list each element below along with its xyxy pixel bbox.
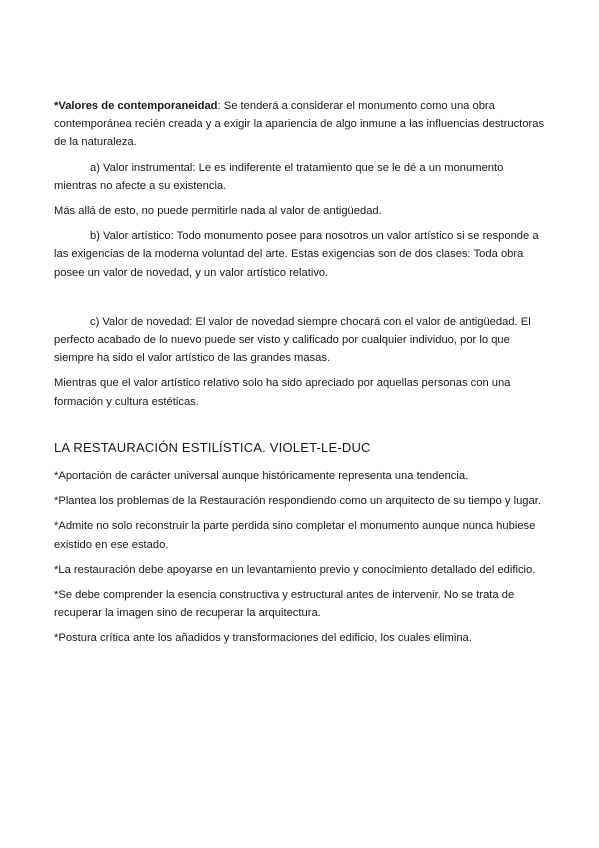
list-item: *Aportación de carácter universal aunque históricamente representa una tendencia. <box>54 470 469 483</box>
paragraph-valor-relativo: Mientras que el valor artístico relativo solo ha sido apreciado por aquellas personas con una formación y cultura estéticas. <box>54 377 511 408</box>
section-heading: LA RESTAURACIÓN ESTILÍSTICA. VIOLET-LE-DUC <box>54 439 371 455</box>
paragraph-valor-novedad: c) Valor de novedad: El valor de novedad siempre chocará con el valor de antigüedad. El perfecto acabado de lo nuevo puede ser visto y calificado por cualquier individuo, por lo que siempre ha sido el valor artístico de las grandes masas. <box>54 315 531 365</box>
paragraph-contemporaneidad <box>54 97 548 152</box>
list-item: *Plantea los problemas de la Restauración respondiendo como un arquitecto de su tiempo y lugar. <box>54 495 541 508</box>
paragraph-valor-artistico: b) Valor artístico: Todo monumento posee para nosotros un valor artístico si se responde a las exigencias de la moderna voluntad del arte. Estas exigencias son de dos clases: Toda obra posee un valor de novedad, y un valor artístico relativo. <box>54 230 539 279</box>
term-contemporaneidad: *Valores de contemporaneidad <box>54 100 218 112</box>
list-item: *La restauración debe apoyarse en un levantamiento previo y conocimiento detallado del edificio. <box>54 563 536 576</box>
paragraph-valor-instrumental: a) Valor instrumental: Le es indiferente el tratamiento que se le dé a un monumento mientras no afecte a su existencia. <box>54 161 504 192</box>
document-body <box>54 97 548 655</box>
spacer <box>54 289 548 313</box>
paragraph-antiguedad: Más allá de esto, no puede permitirle nada al valor de antigüedad. <box>54 205 382 218</box>
list-item: *Se debe comprender la esencia constructiva y estructural antes de intervenir. No se trata de recuperar la imagen sino de recuperar la arquitectura. <box>54 589 515 620</box>
definition-contemporaneidad: : Se tenderá a considerar el monumento como una obra contemporánea recién creada y a exigir la apariencia de algo inmune a las influencias destructoras de la naturaleza. <box>54 100 545 149</box>
list-item: *Admite no solo reconstruir la parte perdida sino completar el monumento aunque nunca hubiese existido en ese estado. <box>54 520 536 551</box>
list-item: *Postura crítica ante los añadidos y transformaciones del edificio, los cuales elimina. <box>54 632 472 645</box>
